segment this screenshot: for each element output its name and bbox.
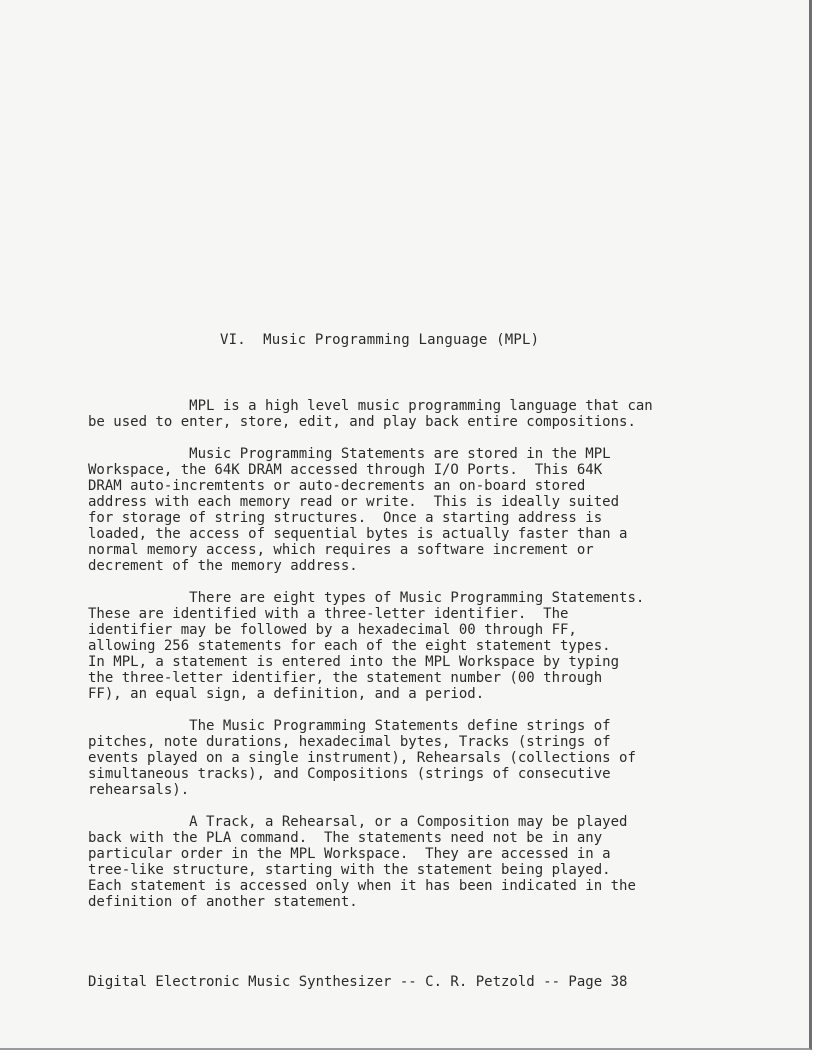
paragraph-mpl-workspace: Music Programming Statements are stored in the MPL Workspace, the 64K DRAM accessed through I/O Ports. This 64K DRAM auto-incremtents or auto-decrements an on-board stored address with each memory read or write. This is ideally suited for storage of string structures. Once a starting address is loaded, the access of sequential bytes is actually faster than a normal memory access, which requires a software increment or decrement of the memory address. — [88, 446, 628, 574]
paragraph-statement-definitions: The Music Programming Statements define strings of pitches, note durations, hexadecimal bytes, Tracks (strings of events played on a single instrument), Rehearsals (collections of simultaneous tracks), and Compositions (strings of consecutive rehearsals). — [88, 718, 636, 798]
paragraph-playback: A Track, a Rehearsal, or a Composition may be played back with the PLA command. The statements need not be in any particular order in the MPL Workspace. They are accessed in a tree-like structure, starting with the statement being played. Each statement is accessed only when it has been indicated in the definition of another statement. — [88, 814, 636, 910]
section-heading: VI. Music Programming Language (MPL) — [220, 332, 540, 348]
paragraph-statement-types: There are eight types of Music Programming Statements. These are identified with a three-letter identifier. The identifier may be followed by a hexadecimal 00 through FF, allowing 256 statements for each of the eight statement types. In MPL, a statement is entered into the MPL Workspace by typing the three-letter identifier, the statement number (00 through FF), an equal sign, a definition, and a period. — [88, 590, 645, 702]
paragraph-mpl-intro: MPL is a high level music programming language that can be used to enter, store, edit, and play back entire compositions. — [88, 398, 653, 430]
page-footer: Digital Electronic Music Synthesizer -- C. R. Petzold -- Page 38 — [88, 974, 628, 990]
